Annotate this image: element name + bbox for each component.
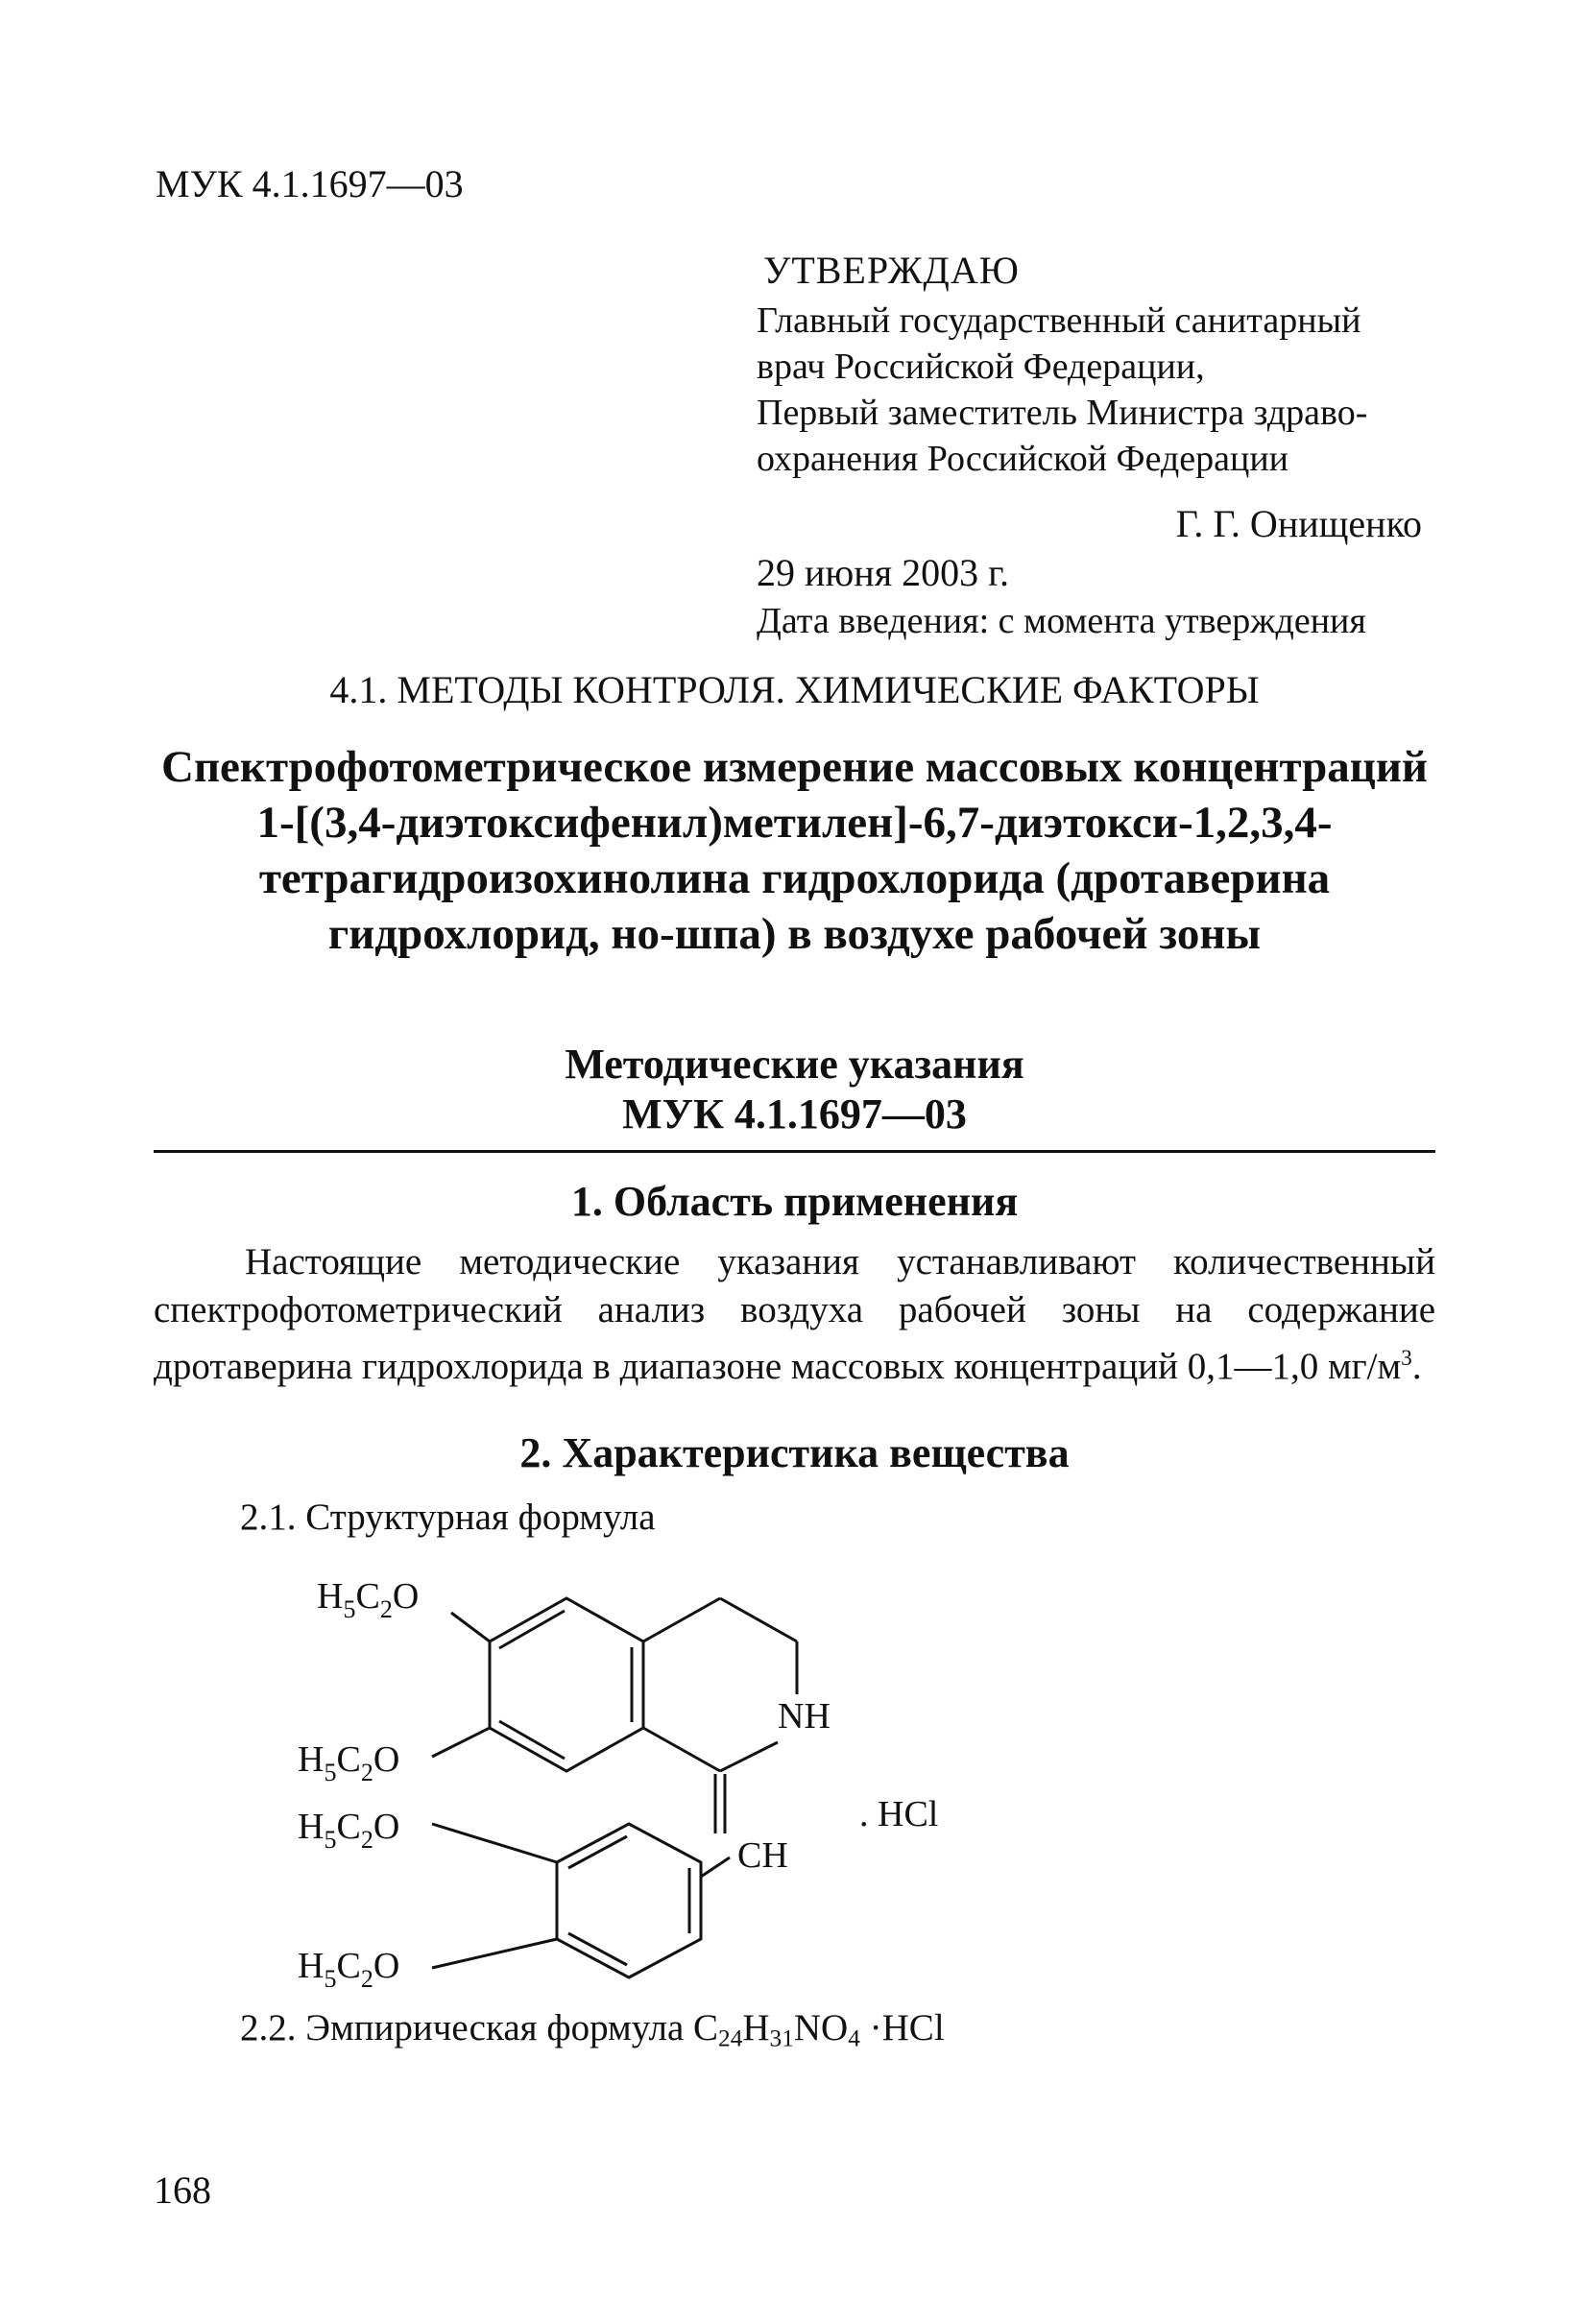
molecule-bonds bbox=[432, 1598, 797, 1977]
empirical-formula-prefix: 2.2. Эмпирическая формула C bbox=[240, 2007, 719, 2048]
formula-subscript: 24 bbox=[718, 2025, 743, 2052]
approval-line: Первый заместитель Министра здраво- bbox=[757, 393, 1368, 433]
ethoxy-bond bbox=[432, 1824, 557, 1862]
document-type-label: Методические указания bbox=[565, 1041, 1024, 1088]
approval-title: УТВЕРЖДАЮ bbox=[763, 249, 1020, 292]
ring-bond bbox=[720, 1598, 797, 1641]
formula-element: H bbox=[742, 2007, 770, 2048]
document-code: МУК 4.1.1697—03 bbox=[156, 162, 464, 205]
ch-bond bbox=[701, 1857, 730, 1877]
introduction-date: Дата введения: с момента утверждения bbox=[757, 601, 1366, 641]
scope-end: . bbox=[1411, 1346, 1422, 1387]
scope-paragraph bbox=[154, 1238, 1435, 1391]
benzene-ring-upper bbox=[490, 1598, 643, 1771]
signer-name: Г. Г. Онищенко bbox=[1175, 502, 1422, 545]
formula-subscript: 4 bbox=[848, 2025, 860, 2052]
approval-block bbox=[757, 298, 1367, 482]
approval-date: 29 июня 2003 г. bbox=[757, 551, 1009, 594]
document-title: Спектрофотометрическое измерение массовых концентраций 1-[(3,4-диэтоксифенил)метилен]-6,7-диэтокси-1,2,3,4-тетрагидроизохинолина гидрохлорида (дротаверина гидрохлорид, но-шпа) в воздухе рабочей зоны bbox=[161, 742, 1428, 959]
approval-line: охранения Российской Федерации bbox=[757, 439, 1289, 479]
approval-line: Главный государственный санитарный bbox=[757, 300, 1361, 341]
title-divider bbox=[154, 1150, 1435, 1153]
ethoxy-label: $H_5C_2O$ bbox=[298, 1807, 400, 1854]
approval-line: врач Российской Федерации, bbox=[757, 347, 1205, 387]
scope-text: Настоящие методические указания устанавливают количественный спектрофотометрический анализ воздуха рабочей зоны на содержание дротаверина гидрохлорида в диапазоне массовых концентраций 0,1—1,0 мг/м bbox=[154, 1241, 1435, 1387]
ethoxy-bond bbox=[432, 1728, 490, 1757]
formula-suffix: ·HCl bbox=[859, 2007, 945, 2048]
structural-formula-diagram bbox=[288, 1536, 1018, 1987]
document-type bbox=[154, 1040, 1435, 1139]
ring-bond bbox=[720, 1742, 778, 1771]
ethoxy-label: $H_5C_2O$ bbox=[298, 1946, 400, 1987]
ethoxy-label: $H_5C_2O$ bbox=[298, 1739, 400, 1786]
scope-superscript: 3 bbox=[1401, 1346, 1412, 1371]
scope-heading: 1. Область применения bbox=[570, 1178, 1019, 1225]
formula-subscript: 31 bbox=[769, 2025, 794, 2052]
ch-label: CH bbox=[737, 1835, 788, 1876]
hcl-label: . HCl bbox=[859, 1794, 939, 1834]
ethoxy-bond bbox=[432, 1939, 557, 1968]
ethoxy-label: $H_5C_2O$ bbox=[317, 1576, 420, 1623]
section-heading: 4.1. МЕТОДЫ КОНТРОЛЯ. ХИМИЧЕСКИЕ ФАКТОРЫ bbox=[329, 668, 1260, 711]
page-number: 168 bbox=[154, 2168, 211, 2212]
ring-bond bbox=[643, 1598, 720, 1641]
ethoxy-bond bbox=[451, 1613, 490, 1641]
characteristics-heading: 2. Характеристика вещества bbox=[519, 1429, 1070, 1476]
formula-element: NO bbox=[793, 2007, 849, 2048]
benzene-ring-lower bbox=[557, 1824, 701, 1977]
ring-bond bbox=[643, 1728, 720, 1771]
document-type-code: МУК 4.1.1697—03 bbox=[622, 1090, 967, 1138]
formula-labels bbox=[298, 1576, 938, 1987]
structural-formula-label: 2.1. Структурная формула bbox=[240, 1497, 656, 1538]
nh-label: NH bbox=[778, 1696, 831, 1737]
empirical-formula bbox=[240, 2006, 945, 2052]
